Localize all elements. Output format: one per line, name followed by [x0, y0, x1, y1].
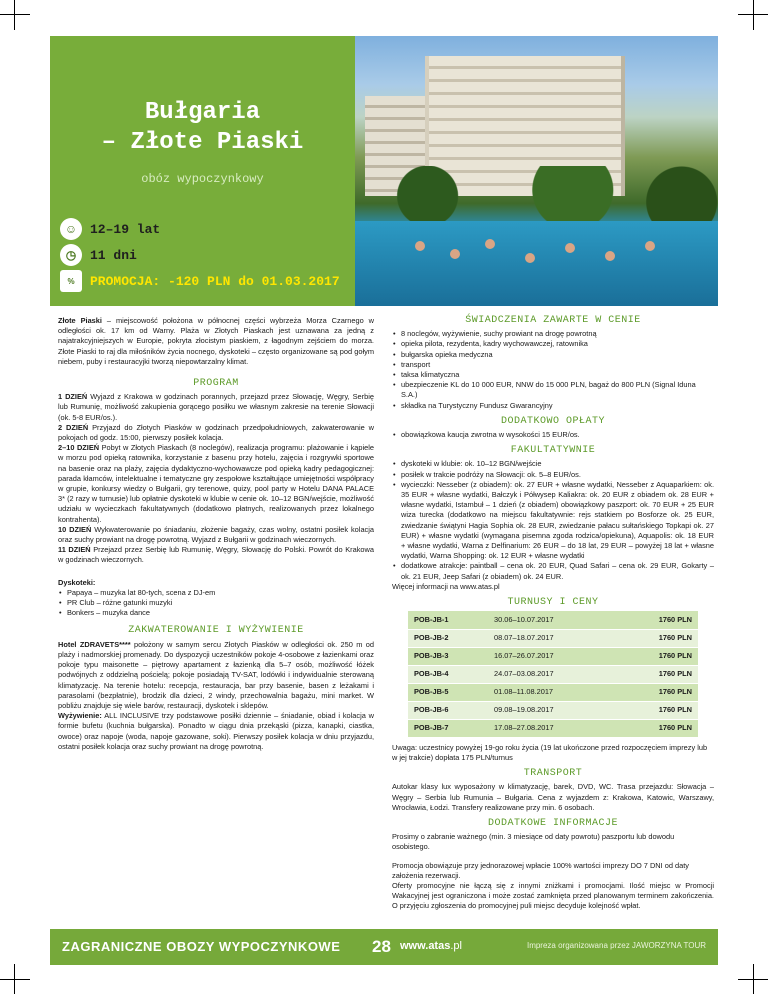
footer-section-title: ZAGRANICZNE OBOZY WYPOCZYNKOWE — [62, 939, 341, 954]
promo-row — [60, 270, 340, 292]
clock-icon: ◷ — [60, 244, 82, 266]
crop-mark — [14, 0, 15, 30]
intro-bold: Złote Piaski — [58, 316, 102, 325]
pool — [355, 221, 718, 306]
day-label: 11 DZIEŃ — [58, 545, 91, 555]
footer-organizer: Impreza organizowana przez JAWORZYNA TOUR — [526, 941, 706, 950]
swimmer — [525, 253, 535, 263]
day-label: 2–10 DZIEŃ — [58, 443, 100, 453]
swimmer — [645, 241, 655, 251]
swimmer — [565, 243, 575, 253]
dyskoteki-heading: Dyskoteki: — [58, 577, 96, 587]
list-item: • obowiązkowa kaucja zwrotna w wysokości 15 EUR/os. — [392, 430, 714, 440]
crop-mark — [0, 14, 30, 15]
term-dates: 17.08–27.08.2017 — [488, 719, 617, 737]
table-row — [408, 665, 698, 683]
day-label: 1 DZIEŃ — [58, 392, 88, 402]
right-column — [392, 316, 714, 912]
list-item: • ubezpieczenie KL do 10 000 EUR, NNW do 15 000 PLN, bagaż do 800 PLN (Signal Iduna S.A.) — [392, 380, 714, 400]
promo-tag-icon: % — [60, 270, 82, 292]
fakultatywnie-heading: FAKULTATYWNIE — [510, 445, 596, 457]
duration-text: 11 dni — [90, 247, 137, 263]
program-day — [58, 443, 374, 525]
promo-text: PROMOCJA: -120 PLN do 01.03.2017 — [90, 273, 340, 289]
term-code: POB-JB-7 — [408, 719, 488, 737]
day-text: Przejazd przez Serbię lub Rumunię, Węgry, Słowację do Polski. Powrót do Krakowa w godzinach wieczornych. — [58, 545, 374, 565]
list-item: • PR Club – różne gatunki muzyki — [58, 598, 374, 608]
term-price: 1760 PLN — [617, 683, 698, 701]
more-info-text: Więcej informacji na www.atas.pl — [392, 581, 500, 591]
list-item: • 8 noclegów, wyżywienie, suchy prowiant na drogę powrotną — [392, 329, 714, 339]
crop-mark — [753, 0, 754, 30]
transport-heading: TRANSPORT — [523, 768, 583, 780]
swimmer — [450, 249, 460, 259]
swiadczenia-heading: ŚWIADCZENIA ZAWARTE W CENIE — [465, 315, 641, 326]
list-item: • transport — [392, 360, 714, 370]
info-paragraph: Prosimy o zabranie ważnego (min. 3 miesiące od daty powrotu) paszportu lub dowodu osobistego. — [392, 832, 675, 852]
swiadczenia-list — [392, 329, 714, 411]
info-paragraph: Promocja obowiązuje przy jednorazowej wpłacie 100% wartości imprezy DO 7 DNI od daty założenia rezerwacji. — [392, 860, 689, 880]
food-label: Wyżywienie: — [58, 711, 102, 721]
url-domain: www.atas — [400, 940, 451, 952]
table-row — [408, 629, 698, 647]
hero-title-panel — [50, 36, 355, 306]
footer-bar — [50, 929, 718, 965]
page-title — [50, 98, 355, 158]
page-subtitle: obóz wypoczynkowy — [141, 172, 264, 186]
page-number: 28 — [372, 937, 391, 956]
table-row — [408, 701, 698, 719]
term-price: 1760 PLN — [617, 665, 698, 683]
term-code: POB-JB-2 — [408, 629, 488, 647]
intro-paragraph — [58, 316, 374, 367]
program-heading: PROGRAM — [193, 378, 239, 390]
fakultatywnie-list — [392, 459, 714, 581]
day-text: Przyjazd do Złotych Piasków w godzinach przedpołudniowych, zakwaterowanie w pokojach od godz. 15:00, pierwszy posiłek kolacja. — [58, 422, 374, 443]
crop-mark — [738, 979, 768, 980]
dyskoteki-section — [58, 578, 374, 619]
term-code: POB-JB-4 — [408, 665, 488, 683]
term-dates: 09.08–19.08.2017 — [488, 701, 617, 719]
term-dates: 16.07–26.07.2017 — [488, 647, 617, 665]
dodatkowe-informacje-heading: DODATKOWE INFORMACJE — [487, 818, 619, 829]
hotel-pool-photo — [355, 36, 718, 306]
term-code: POB-JB-1 — [408, 611, 488, 629]
trees — [355, 166, 718, 226]
day-label: 2 DZIEŃ — [58, 422, 89, 432]
title-line-2: – Złote Piaski — [101, 129, 304, 156]
info-paragraph: Oferty promocyjne nie łączą się z innymi zniżkami i promocjami. Ilość miejsc w Promocji Wakacyjnej jest ograniczona i może zostać zamknięta przed planowanym terminem zakończenia. O przyjęciu zgłoszenia do promocyjnej puli miejsc decyduje kolejność wpłat. — [392, 881, 714, 911]
food-text: ALL INCLUSIVE trzy podstawowe posiłki dziennie – śniadanie, obiad i kolacja w formie bufetu (kuchnia bułgarska). Ponadto w ciągu dnia przekąski (pizza, kanapki, ciastka, owoce) oraz napoje (woda, napoje gazowane, soki). Pierwszy posiłek kolacja w dniu przyjazdu, ostatni posiłek kolacja oraz suchy prowiant na drogę powrotną. — [58, 711, 374, 751]
list-item: • posiłek w trakcie podróży na Słowacji: ok. 5–8 EUR/os. — [392, 470, 714, 480]
list-item: • Papaya – muzyka lat 80-tych, scena z DJ-em — [58, 588, 374, 598]
term-price: 1760 PLN — [617, 629, 698, 647]
table-row — [408, 647, 698, 665]
turnusy-table — [408, 611, 698, 738]
turnusy-note: Uwaga: uczestnicy powyżej 19-go roku życia (19 lat ukończone przed rozpoczęciem imprezy lub w jej trakcie) dopłata 175 PLN/turnus — [392, 742, 708, 762]
turnusy-heading: TURNUSY I CENY — [507, 597, 599, 609]
term-code: POB-JB-3 — [408, 647, 488, 665]
title-line-1: Bułgaria — [144, 99, 261, 126]
list-item: • wycieczki: Nesseber (z obiadem): ok. 27 EUR + własne wydatki, Nesseber z Aquaparkiem: ok. 35 EUR + własne wydatki, Bałczyk i Półwysep Kaliakra: ok. 20 EUR z obiadem ok. 28 EUR + własne wydatki, Istambuł – 1 dzień (z obiadem) obowiązkowy paszport: ok. 70 EUR + 25 EUR wiza turecka (dodatkowo na miejscu fakultatywnie: rejs statkiem po Bosforze ok. 25 EUR, zwiedzanie świątyni Hagia Sophia ok. 28 EUR, zwiedzanie pałacu sułtańskiego Topkapi ok. 27 EUR) + własne wydatki (wymagana pisemna zgoda rodzica/opiekuna), Aquapolis: ok. 18 EUR + własne wydatki, Warna z Delfinarium: 26 EUR – do 18 lat, 29 EUR – powyżej 18 lat + własne wydatki, Warna Shopping: ok. 12 EUR + własne wydatki — [392, 480, 714, 562]
hotel-name: Hotel ZDRAVETS**** — [58, 639, 131, 649]
hotel-text: położony w samym sercu Złotych Piasków w odległości ok. 250 m od plaży i nadmorskiej promenady. Do dyspozycji uczestników pokoje 4-osobowe z łazienkami oraz pokoje typu maisonette – piętrowy apartament z łazienką dla 5–7 osób, możliwość łóżek podwójnych z oddzielną pościelą; pokoje posiadają TV-SAT, lodówki i indywidualnie sterowaną klimatyzację. Na terenie hotelu: recepcja, restauracja, bar przy basenie, basen z leżakami i parasolami (bezpłatnie), brodzik dla dzieci, 2 windy, przechowalnia bagażu, mini market. W pobliżu znajduje się wiele barów, restauracji, dyskotek i sklepów. — [58, 639, 374, 710]
term-dates: 08.07–18.07.2017 — [488, 629, 617, 647]
term-price: 1760 PLN — [617, 719, 698, 737]
age-row — [60, 218, 160, 240]
table-row — [408, 683, 698, 701]
url-tld: .pl — [450, 940, 462, 952]
program-day — [58, 525, 374, 545]
hotel-paragraph — [58, 640, 374, 711]
term-price: 1760 PLN — [617, 701, 698, 719]
term-dates: 24.07–03.08.2017 — [488, 665, 617, 683]
list-item: • dyskoteki w klubie: ok. 10–12 BGN/wejście — [392, 459, 714, 469]
list-item: • taksa klimatyczna — [392, 370, 714, 380]
program-day — [58, 423, 374, 443]
day-text: Pobyt w Złotych Piaskach (8 noclegów), realizacja programu: plażowanie i kąpiele w morzu pod opieką ratownika, korzystanie z basenu przy hotelu, zajęcia i rozgrywki sportowe na basenie oraz na plaży, zajęcia dydaktyczno-wychowawcze pod opieką kadry pedagogicznej: parada kłamców, intelektualne i tematyczne gry zespołowe kształtujące umiejętności współpracy w grupie, konkursy wiedzy o Bułgarii, gry terenowe, quizy, pool party w Hotelu DANA PALACE 3* (2 razy w turnusie) lub opłatnie dyskoteki w klubie w cenie ok. 10–12 BGN/wejście, możliwość udziału w wycieczkach fakultatywnych (dodatkowo płatnych, realizowanych przez lokalnego kontrahenta). — [58, 443, 374, 524]
program-days — [58, 392, 374, 565]
zakwaterowanie-heading: ZAKWATEROWANIE I WYŻYWIENIE — [128, 625, 304, 637]
list-item: • bułgarska opieka medyczna — [392, 350, 714, 360]
list-item: • dodatkowe atrakcje: paintball – cena ok. 20 EUR, Quad Safari – cena ok. 29 EUR, Gokarty – ok. 21 EUR, Jeep Safari (z obiadem) ok. 24 EUR. — [392, 561, 714, 581]
hero-banner — [50, 36, 718, 306]
smiley-icon: ☺ — [60, 218, 82, 240]
day-text: Wyjazd z Krakowa w godzinach porannych, przejazd przez Słowację, Węgry, Serbię lub Rumunię, możliwość zakupienia gorącego posiłku we własnym zakresie na terenie Słowacji (ok. 5-8 EUR/os.). — [58, 392, 374, 422]
swimmer — [415, 241, 425, 251]
term-dates: 30.06–10.07.2017 — [488, 611, 617, 629]
swimmer — [485, 239, 495, 249]
program-day — [58, 545, 374, 565]
left-column — [58, 316, 374, 752]
list-item: • Bonkers – muzyka dance — [58, 608, 374, 618]
table-row — [408, 611, 698, 629]
term-price: 1760 PLN — [617, 611, 698, 629]
dyskoteki-list — [58, 588, 374, 619]
dodatkowo-heading: DODATKOWO OPŁATY — [500, 415, 605, 427]
list-item: • opieka pilota, rezydenta, kadry wychowawczej, ratownika — [392, 339, 714, 349]
footer-url[interactable] — [400, 940, 462, 952]
transport-text: Autokar klasy lux wyposażony w klimatyzację, barek, DVD, WC. Trasa przejazdu: Słowacja – Węgry – Serbia lub Rumunia – Bułgaria. Cena z wyjazdem z: Krakowa, Katowic, Warszawy, Wrocławia, Łodzi. Transfery realizowane przy min. 6 osobach. — [392, 782, 714, 812]
table-row — [408, 719, 698, 737]
dodatkowo-list — [392, 430, 714, 440]
term-code: POB-JB-5 — [408, 683, 488, 701]
list-item: • składka na Turystyczny Fundusz Gwarancyjny — [392, 401, 714, 411]
intro-text: – miejscowość położona w północnej części wybrzeża Morza Czarnego w odległości ok. 17 km od Warny. Plaża w Złotych Piaskach jest uznawana za jedną z najatrakcyjniejszych w Europie, pokryta złocistym piaskiem, z łagodnym zejściem do morza. Złote Piaski to raj dla miłośników życia nocnego, dyskoteki – często organizowane są pod gołym niebem, puby i restauracyjki tworzą niepowtarzalny klimat. — [58, 316, 374, 366]
day-text: Wykwaterowanie po śniadaniu, złożenie bagaży, czas wolny, ostatni posiłek kolacja oraz suchy prowiant na drogę powrotną. Wyjazd z Bułgarii w godzinach wieczornych. — [58, 524, 374, 545]
term-code: POB-JB-6 — [408, 701, 488, 719]
term-price: 1760 PLN — [617, 647, 698, 665]
crop-mark — [0, 979, 30, 980]
age-text: 12–19 lat — [90, 221, 161, 237]
duration-row — [60, 244, 137, 266]
crop-mark — [738, 14, 768, 15]
day-label: 10 DZIEŃ — [58, 524, 92, 534]
program-day — [58, 392, 374, 423]
food-paragraph — [58, 711, 374, 752]
swimmer — [605, 251, 615, 261]
term-dates: 01.08–11.08.2017 — [488, 683, 617, 701]
